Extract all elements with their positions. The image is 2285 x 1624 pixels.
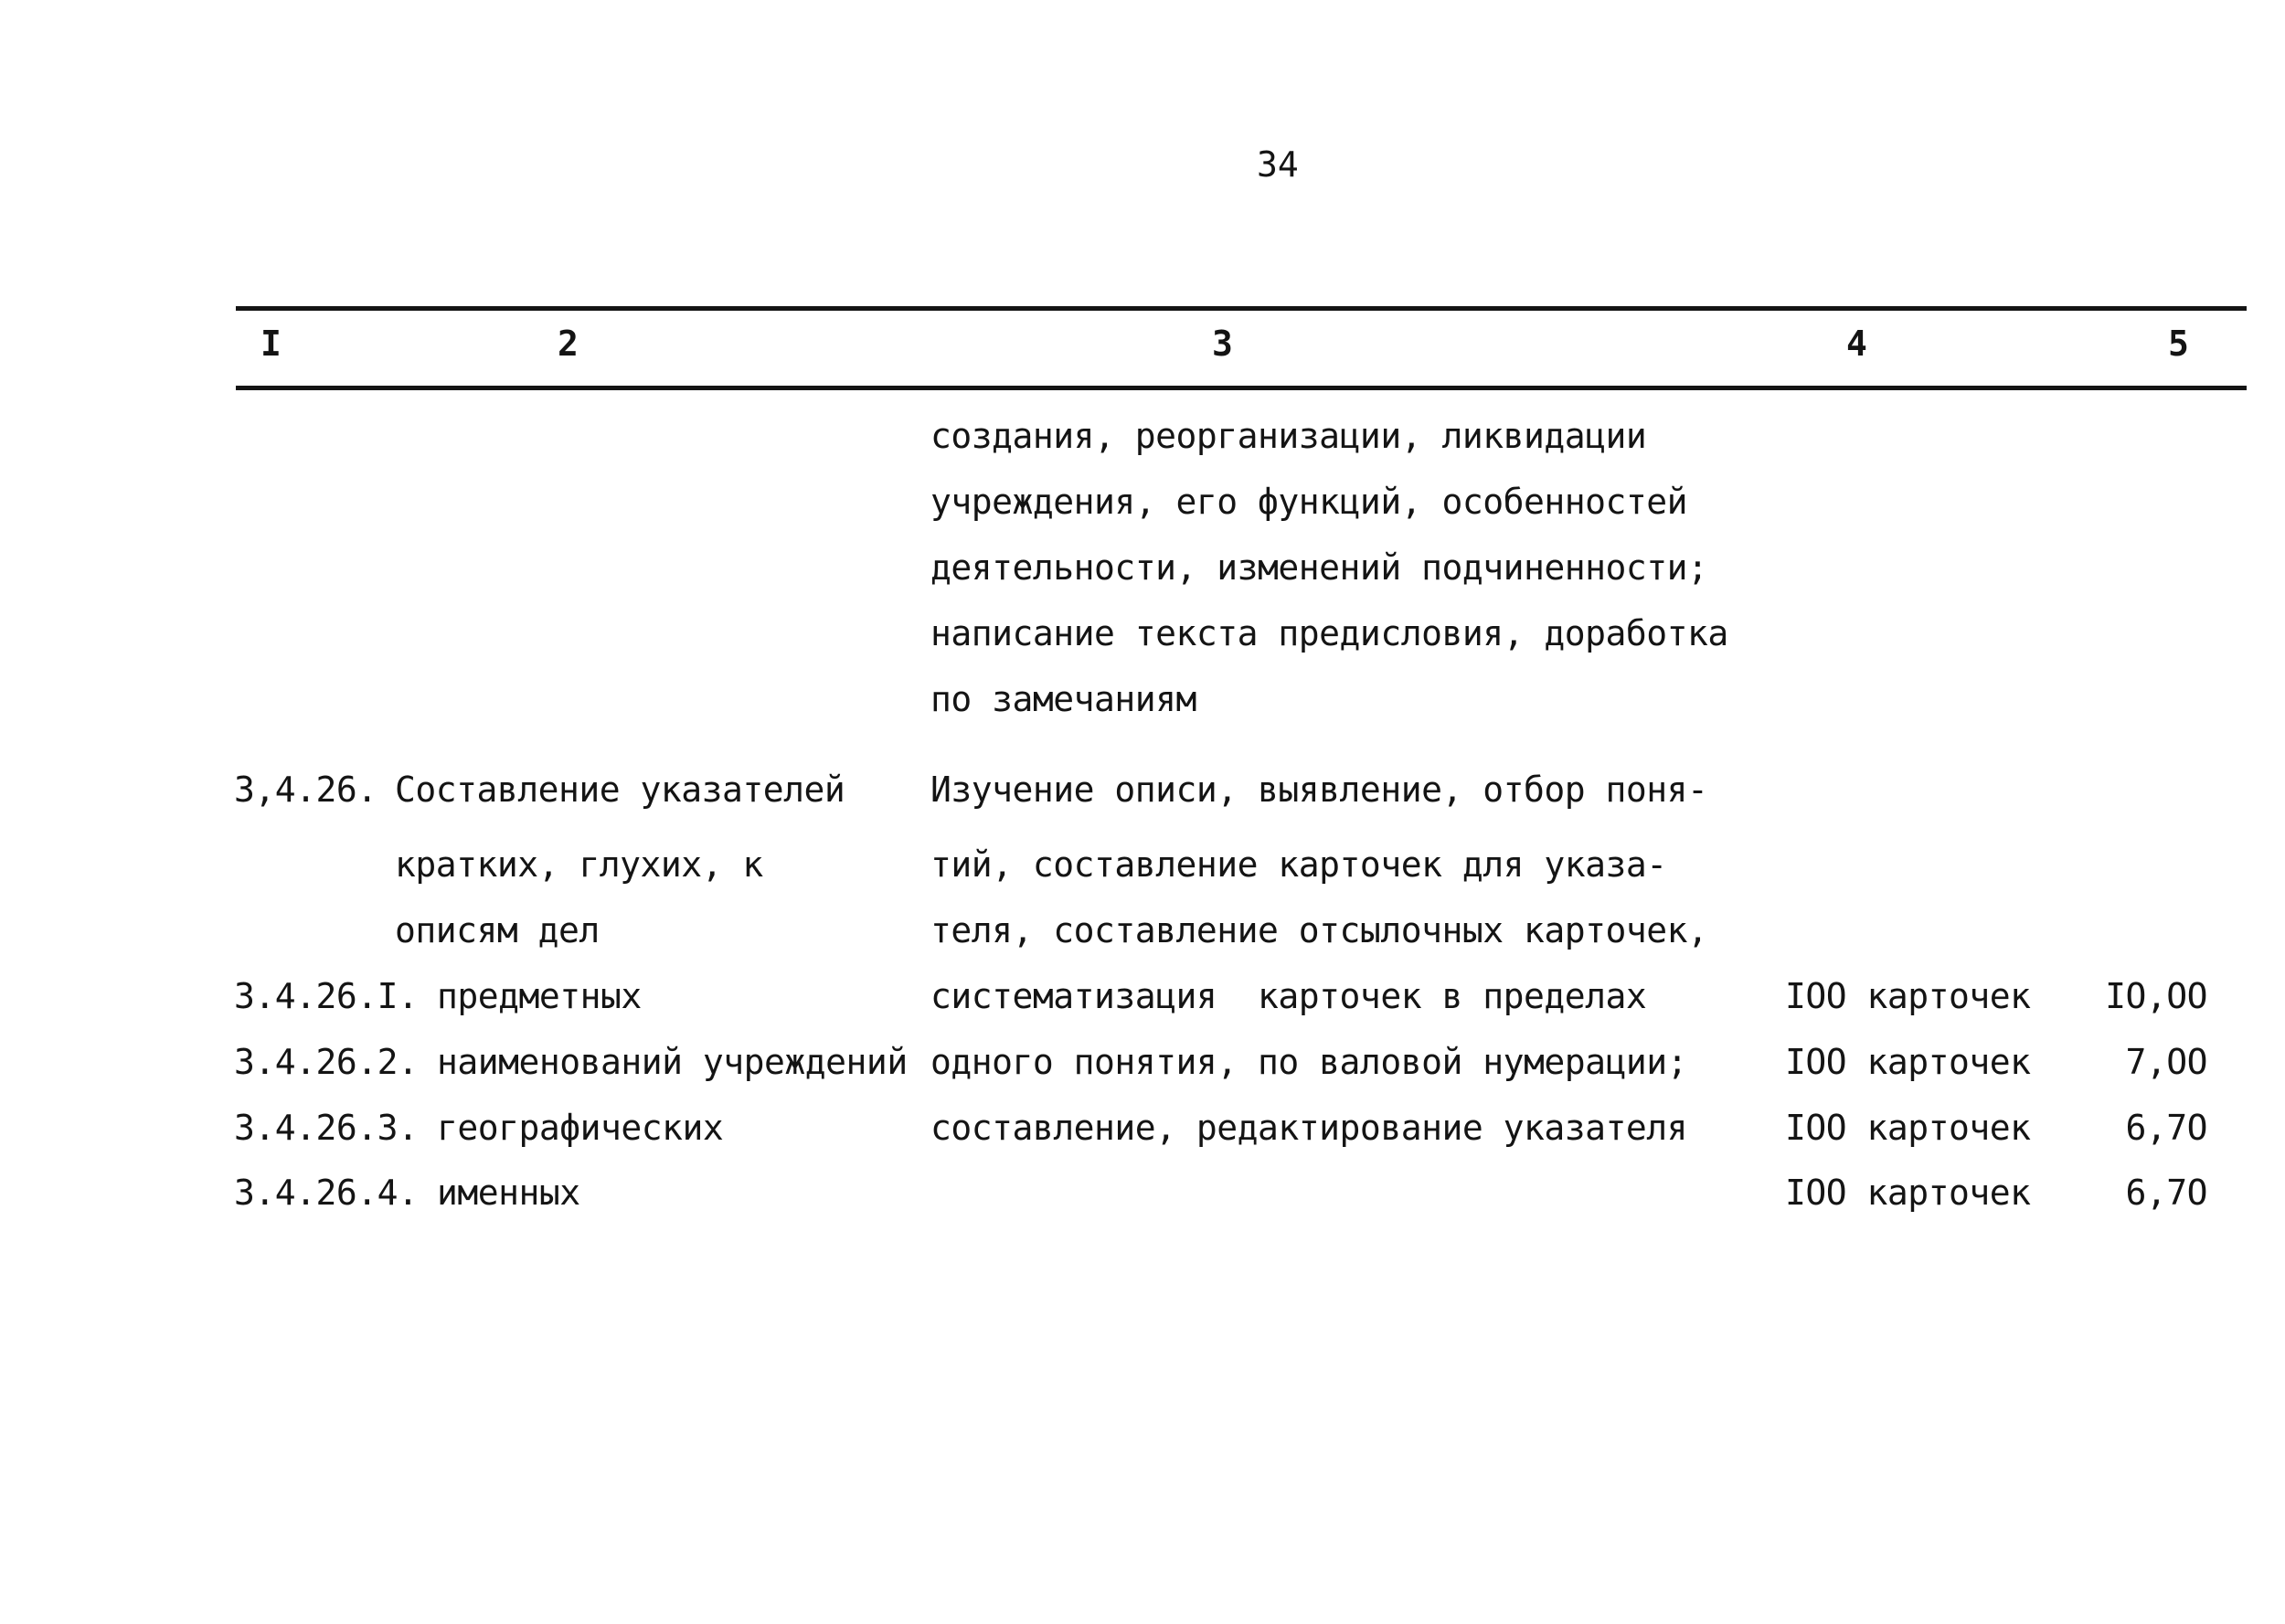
sub-item-value: 6,7O [2125,1108,2207,1148]
page-number: 34 [1257,144,1299,185]
continuation-line: написание текста предисловия, доработка [930,613,1728,653]
sub-item-unit: IOO карточек [1785,976,2031,1016]
sub-item-name: предметных [437,976,642,1016]
sub-item-unit: IOO карточек [1785,1108,2031,1148]
item-description-line: тий, составление карточек для указа- [930,844,1667,885]
sub-item-value: 6,7O [2125,1173,2207,1213]
continuation-line: деятельности, изменений подчиненности; [930,547,1708,588]
sub-item-code: 3.4.26.3. [234,1108,419,1148]
sub-item-name: наименований учреждений [437,1042,908,1082]
item-description-line: составление, редактирование указателя [930,1108,1687,1148]
item-code: 3,4.26. [234,770,377,810]
item-title-line: кратких, глухих, к [395,844,763,885]
item-description-line: систематизация карточек в пределах [930,976,1647,1016]
continuation-line: по замечаниям [930,679,1196,719]
sub-item-value: IO,OO [2105,976,2207,1016]
sub-item-value: 7,OO [2125,1042,2207,1082]
sub-item-unit: IOO карточек [1785,1042,2031,1082]
item-description-line: одного понятия, по валовой нумерации; [930,1042,1687,1082]
column-header-1: I [260,324,282,364]
sub-item-code: 3.4.26.2. [234,1042,419,1082]
sub-item-code: 3.4.26.I. [234,976,419,1016]
column-header-4: 4 [1846,324,1867,364]
sub-item-name: именных [437,1173,580,1213]
item-description-line: теля, составление отсылочных карточек, [930,910,1708,950]
sub-item-code: 3.4.26.4. [234,1173,419,1213]
item-title-line: Составление указателей [395,770,845,810]
table-top-rule [236,306,2247,311]
column-header-2: 2 [558,324,579,364]
item-title-line: описям дел [395,910,600,950]
sub-item-name: географических [437,1108,724,1148]
sub-item-unit: IOO карточек [1785,1173,2031,1213]
item-description-line: Изучение описи, выявление, отбор поня- [930,770,1708,810]
column-header-3: 3 [1212,324,1233,364]
column-header-5: 5 [2168,324,2189,364]
table-header-rule [236,386,2247,390]
continuation-line: учреждения, его функций, особенностей [930,482,1687,522]
continuation-line: создания, реорганизации, ликвидации [930,416,1647,456]
